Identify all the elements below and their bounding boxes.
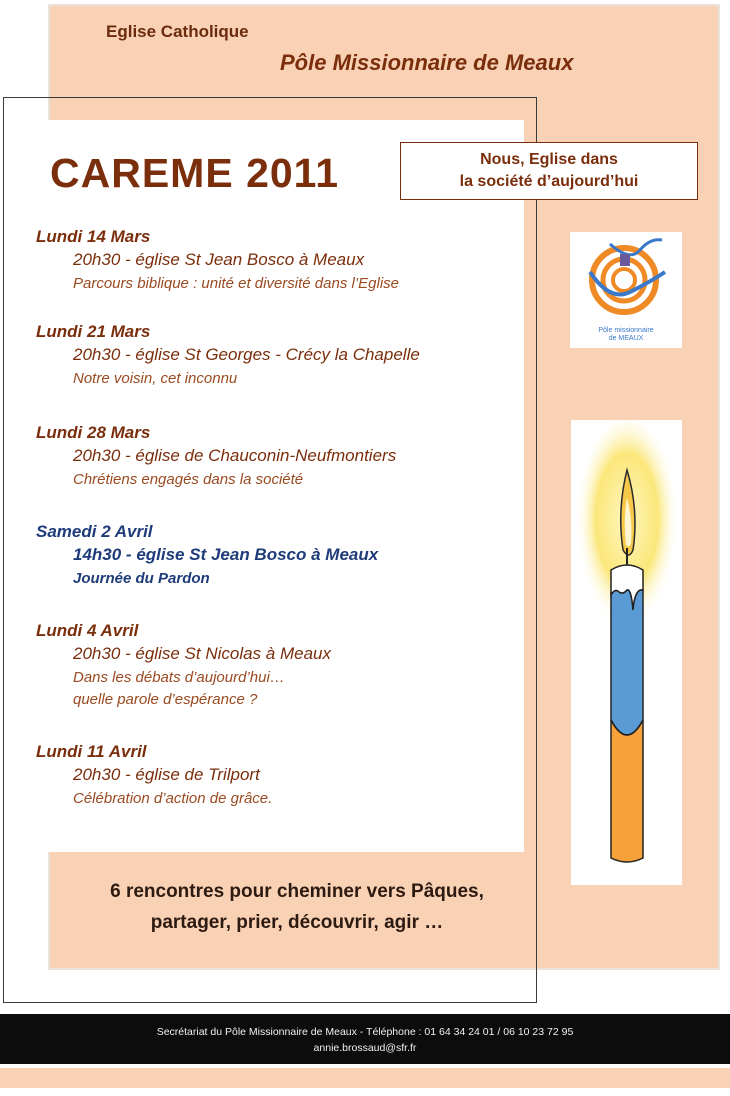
event-place: 20h30 - église St Nicolas à Meaux [73, 644, 331, 663]
event-time: 20h30 [73, 345, 121, 364]
theme-line-2: la société d’aujourd’hui [459, 173, 639, 190]
closing-message [62, 876, 532, 938]
header-pole-name: Pôle Missionnaire de Meaux [280, 50, 574, 75]
event-subtitle: Notre voisin, cet inconnu [73, 370, 238, 387]
event-item [36, 621, 331, 710]
event-place: 20h30 - église de Trilport [73, 765, 260, 784]
event-day: Lundi 11 Avril [36, 742, 147, 761]
event-day: Lundi 28 Mars [36, 423, 151, 442]
closing-line-2: partager, prier, découvrir, agir … [150, 912, 444, 933]
footer-phone: Secrétariat du Pôle Missionnaire de Meaux - Téléphone : 01 64 34 24 01 / 06 10 23 72 95 [156, 1026, 574, 1038]
event-time: 14h30 [73, 545, 122, 564]
event-day: Lundi 4 Avril [36, 621, 139, 640]
event-item [36, 522, 378, 589]
event-subtitle: Parcours biblique : unité et diversité dans l’Eglise [73, 275, 400, 292]
candle-icon [571, 420, 682, 885]
event-subtitle: Dans les débats d’aujourd’hui… [73, 669, 285, 686]
event-subtitle: Chrétiens engagés dans la société [73, 471, 304, 488]
event-day: Lundi 14 Mars [36, 227, 151, 246]
event-location: église de Trilport [135, 765, 260, 784]
footer-email: annie.brossaud@sfr.fr [313, 1042, 417, 1054]
event-item [36, 423, 396, 490]
event-subtitle-2: quelle parole d’espérance ? [73, 691, 258, 708]
header-organization: Eglise Catholique [106, 22, 249, 41]
footer-stripe [0, 1068, 730, 1088]
event-location: église St Georges - Crécy la Chapelle [135, 345, 420, 364]
event-item [36, 227, 399, 294]
event-location: église St Jean Bosco à Meaux [135, 250, 365, 269]
event-place: 14h30 - église St Jean Bosco à Meaux [73, 545, 379, 564]
event-item [36, 322, 420, 389]
event-subtitle: Journée du Pardon [73, 570, 210, 587]
event-place: 20h30 - église St Georges - Crécy la Chapelle [73, 345, 420, 364]
event-place: 20h30 - église de Chauconin-Neufmontiers [73, 446, 397, 465]
page-title: CAREME 2011 [50, 150, 340, 196]
event-subtitle: Célébration d’action de grâce. [73, 790, 273, 807]
event-time: 20h30 [73, 765, 121, 784]
pole-logo-icon [570, 232, 682, 348]
event-location: église St Nicolas à Meaux [135, 644, 331, 663]
event-time: 20h30 [73, 250, 121, 269]
event-time: 20h30 [73, 446, 121, 465]
logo-caption-2: de MEAUX [608, 335, 644, 342]
logo-card [570, 232, 682, 348]
logo-caption-1: Pôle missionnaire [598, 327, 654, 334]
event-place: 20h30 - église St Jean Bosco à Meaux [73, 250, 365, 269]
candle-card [571, 420, 682, 885]
closing-line-1: 6 rencontres pour cheminer vers Pâques, [110, 881, 484, 902]
footer-contact [0, 1014, 730, 1064]
event-day: Lundi 21 Mars [36, 322, 151, 341]
event-time: 20h30 [73, 644, 121, 663]
theme-line-1: Nous, Eglise dans [480, 151, 618, 168]
theme-box [400, 142, 698, 200]
event-location: église St Jean Bosco à Meaux [136, 545, 379, 564]
event-location: église de Chauconin-Neufmontiers [135, 446, 397, 465]
event-item [36, 742, 272, 809]
event-day: Samedi 2 Avril [36, 522, 153, 541]
